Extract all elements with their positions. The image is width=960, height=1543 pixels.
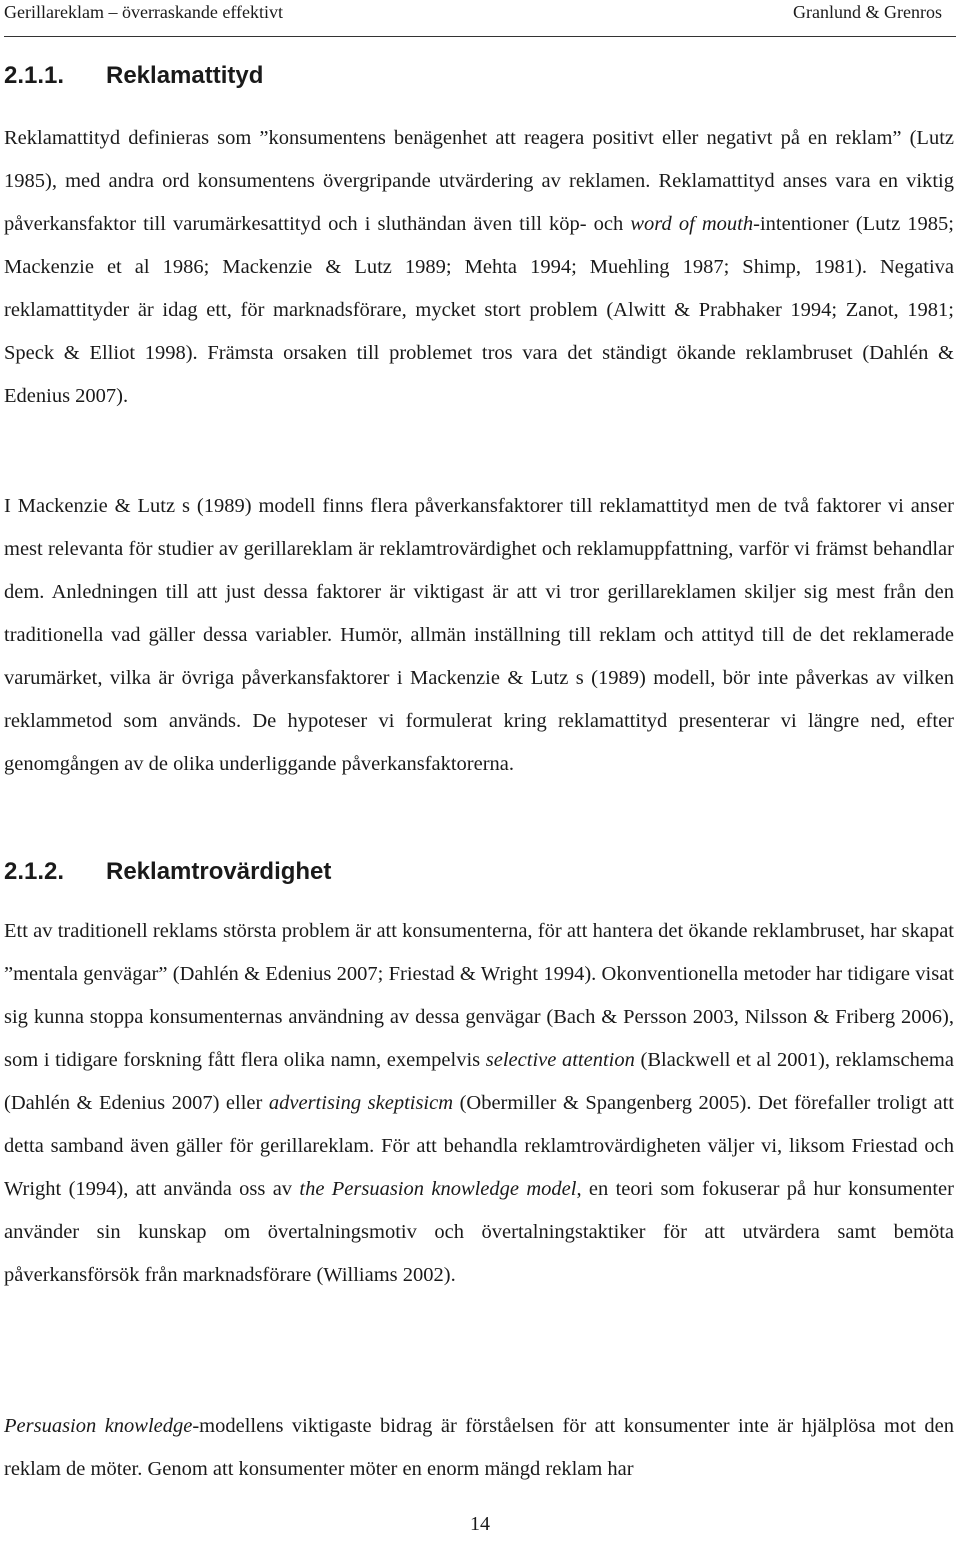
page-number: 14 xyxy=(470,1513,490,1535)
section-title: Reklamtrovärdighet xyxy=(106,858,332,885)
text-run: I Mackenzie & Lutz s (1989) modell finns flera påverkansfaktorer till reklamattityd men de två faktorer vi anser mest relevanta för studier av gerillareklam är reklamtrovärdighet och reklamuppfattning, varför vi främst behandlar dem. Anledningen till att just dessa faktorer är viktigast är att vi tror gerillareklamen skiljer sig mest från den traditionella vad gäller dessa variabler. Humör, allmän inställning till reklam och attityd till de det reklamerade varumärket, vilka är övriga påverkansfaktorer i Mackenzie & Lutz s (1989) modell, bör inte påverkas av vilken reklammetod som används. De hypoteser vi formulerat kring reklamattityd presenterar vi längre ned, efter genomgången av de olika underliggande påverkansfaktorerna. xyxy=(4,495,954,775)
header-authors: Granlund & Grenros xyxy=(793,2,942,22)
section-number: 2.1.1. xyxy=(4,62,65,89)
text-run: , en teori som fokuserar på hur konsumenter använder sin kunskap om övertalningsmotiv och övertalningstaktiker för att utvärdera samt bemöta påverkansförsök från marknadsförare (Williams 2002). xyxy=(4,1178,954,1286)
italic-term: selective attention xyxy=(485,1049,635,1071)
text-run: -modellens viktigaste bidrag är förståelsen för att konsumenter inte är hjälplösa mot den reklam de möter. Genom att konsumenter möter en enorm mängd reklam har xyxy=(4,1415,954,1480)
italic-term: word of mouth xyxy=(630,213,754,235)
section-title: Reklamattityd xyxy=(106,62,264,89)
section-heading-reklamattityd xyxy=(4,62,263,90)
section-number: 2.1.2. xyxy=(4,858,65,885)
text-run: Reklamattityd definieras som ”konsumentens benägenhet att reagera positivt eller negativt på en reklam” (Lutz 1985), med andra ord konsumentens övergripande utvärdering av reklamen. Reklamattityd anses vara en viktig påverkansfaktor till varumärkesattityd och i sluthändan även till köp- och xyxy=(4,127,954,235)
section-heading-reklamtrovardighet xyxy=(4,858,331,886)
paragraph xyxy=(4,1405,954,1491)
text-run: -intentioner (Lutz 1985; Mackenzie et al 1986; Mackenzie & Lutz 1989; Mehta 1994; Muehling 1987; Shimp, 1981). Negativa reklamattityder är idag ett, för marknadsförare, mycket stort problem (Alwitt & Prabhaker 1994; Zanot, 1981; Speck & Elliot 1998). Främsta orsaken till problemet tros vara det ständigt ökande reklambruset (Dahlén & Edenius 2007). xyxy=(4,213,954,407)
italic-term: the Persuasion knowledge model xyxy=(299,1178,577,1200)
text-run: (Obermiller & Spangenberg 2005). Det förefaller troligt att detta samband även gäller för gerillareklam. För att behandla reklamtrovärdigheten väljer vi, liksom Friestad och Wright (1994), att använda oss av xyxy=(4,1092,954,1200)
header-title: Gerillareklam – överraskande effektivt xyxy=(4,2,284,22)
text-run: (Blackwell et al 2001), reklamschema (Dahlén & Edenius 2007) eller xyxy=(4,1049,954,1114)
italic-term: Persuasion knowledge xyxy=(4,1415,193,1437)
paragraph xyxy=(4,117,954,418)
text-run: Ett av traditionell reklams största problem är att konsumenterna, för att hantera det ökande reklambruset, har skapat ”mentala genvägar” (Dahlén & Edenius 2007; Friestad & Wright 1994). Okonventionella metoder har tidigare visat sig kunna stoppa konsumenternas användning av dessa genvägar (Bach & Persson 2003, Nilsson & Friberg 2006), som i tidigare forskning fått flera olika namn, exempelvis xyxy=(4,920,954,1071)
paragraph xyxy=(4,910,954,1297)
paragraph xyxy=(4,485,954,786)
running-header xyxy=(4,0,956,37)
italic-term: advertising skeptisicm xyxy=(268,1092,454,1114)
